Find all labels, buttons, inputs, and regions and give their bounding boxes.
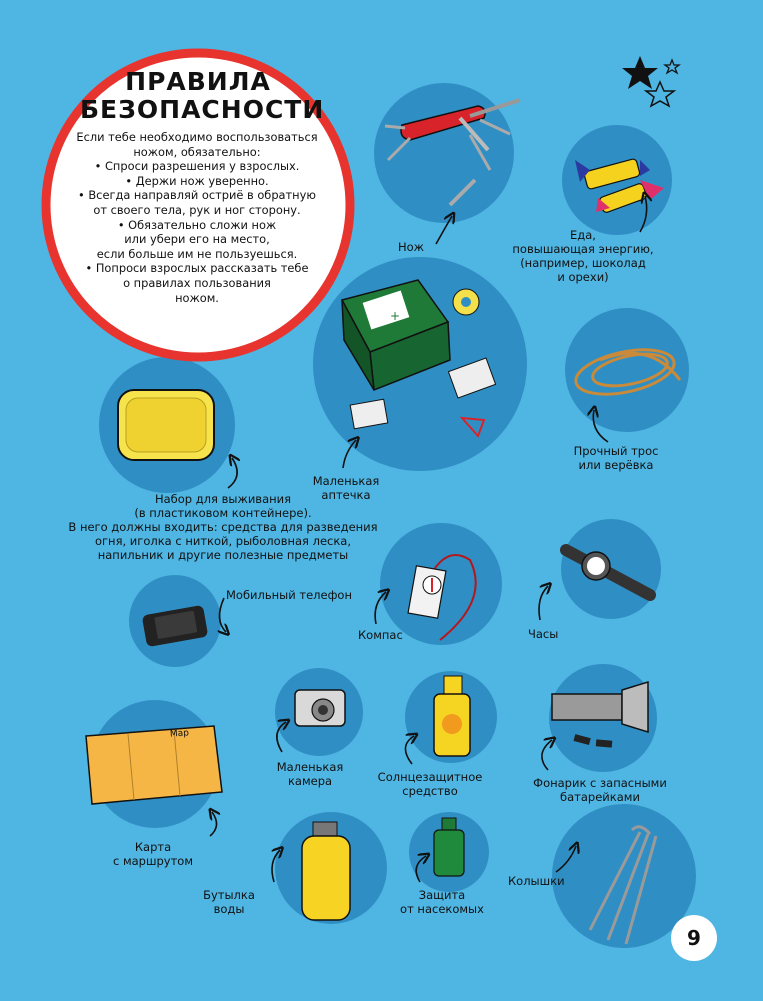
label-line: батарейками <box>560 790 640 804</box>
label-line: от насекомых <box>400 902 484 916</box>
rules-line: о правилах пользования <box>123 275 271 290</box>
rules-title-line: ПРАВИЛА <box>125 67 271 96</box>
label-line: В него должны входить: средства для разведения <box>68 520 378 534</box>
label-line: Часы <box>528 627 559 641</box>
rules-title <box>80 67 325 124</box>
label-line: воды <box>213 902 245 916</box>
arrow-icon <box>210 812 217 836</box>
label-line: Маленькая <box>312 474 380 488</box>
label-line: камера <box>287 774 333 788</box>
map-label <box>108 840 198 868</box>
label-line: (в пластиковом контейнере). <box>134 506 312 520</box>
rules-line: ножом, обязательно: <box>133 144 261 159</box>
label-line: Колышки <box>508 874 565 888</box>
rules-line: • Обязательно сложи нож <box>117 217 277 232</box>
rope-label <box>566 444 666 472</box>
bottle-label <box>194 888 264 916</box>
arrow-icon <box>228 458 237 488</box>
outline-star-icon <box>665 60 679 73</box>
rules-line: или убери его на место, <box>124 232 270 247</box>
plastic-container-illustration <box>118 390 214 460</box>
label-line: или верёвка <box>578 458 654 472</box>
map-illustration <box>86 726 222 804</box>
watch-label <box>528 627 558 641</box>
label-line: Компас <box>358 628 403 642</box>
rules-line: • Спроси разрешения у взрослых. <box>94 159 300 174</box>
camera-label <box>270 760 350 788</box>
sunscreen-label <box>370 770 490 798</box>
label-line: повышающая энергию, <box>512 242 654 256</box>
rules-line: от своего тела, рук и ног сторону. <box>93 202 301 217</box>
label-line: Мобильный телефон <box>226 588 352 602</box>
phone-label <box>226 588 352 602</box>
rules-line: • Всегда направляй остриё в обратную <box>78 188 316 203</box>
label-line: Еда, <box>570 228 596 242</box>
food-label <box>508 228 658 284</box>
label-line: Прочный трос <box>573 444 659 458</box>
label-line: с маршрутом <box>112 854 194 868</box>
label-line: Бутылка <box>203 888 255 902</box>
page-number: 9 <box>671 915 717 961</box>
label-line: Нож <box>398 240 425 254</box>
black-star-icon <box>622 56 658 89</box>
svg-text:+: + <box>390 309 401 323</box>
rules-body <box>64 130 330 305</box>
label-line: Фонарик с запасными <box>533 776 667 790</box>
rules-line: • Держи нож уверенно. <box>125 173 269 188</box>
water-bottle-illustration <box>302 822 350 920</box>
survival-kit-label <box>36 492 410 562</box>
label-line: Защита <box>418 888 466 902</box>
rules-line: ножом. <box>175 290 219 305</box>
label-line: Солнцезащитное <box>377 770 483 784</box>
rules-title-line: БЕЗОПАСНОСТИ <box>80 95 325 124</box>
label-line: Маленькая <box>276 760 344 774</box>
compass-label <box>358 628 403 642</box>
arrow-icon <box>539 586 548 620</box>
label-line: средство <box>402 784 458 798</box>
knife-label <box>398 240 424 254</box>
map-tag-label: Map <box>169 728 190 740</box>
rules-line: Если тебе необходимо воспользоваться <box>76 130 318 144</box>
label-line: Карта <box>134 840 172 854</box>
repellent-label <box>392 888 492 916</box>
label-line: Набор для выживания <box>154 492 292 506</box>
flashlight-label <box>522 776 678 804</box>
camera-illustration <box>295 690 345 726</box>
label-line: (например, шоколад <box>520 256 646 270</box>
pegs-label <box>508 874 565 888</box>
rules-line: если больше им не пользуешься. <box>96 246 298 261</box>
label-line: огня, иголка с ниткой, рыболовная леска, <box>94 534 352 548</box>
label-line: и орехи) <box>557 270 609 284</box>
label-line: аптечка <box>321 488 371 502</box>
label-line: напильник и другие полезные предметы <box>97 548 349 562</box>
arrow-icon <box>542 740 552 770</box>
rules-line: • Попроси взрослых рассказать тебе <box>85 261 309 276</box>
